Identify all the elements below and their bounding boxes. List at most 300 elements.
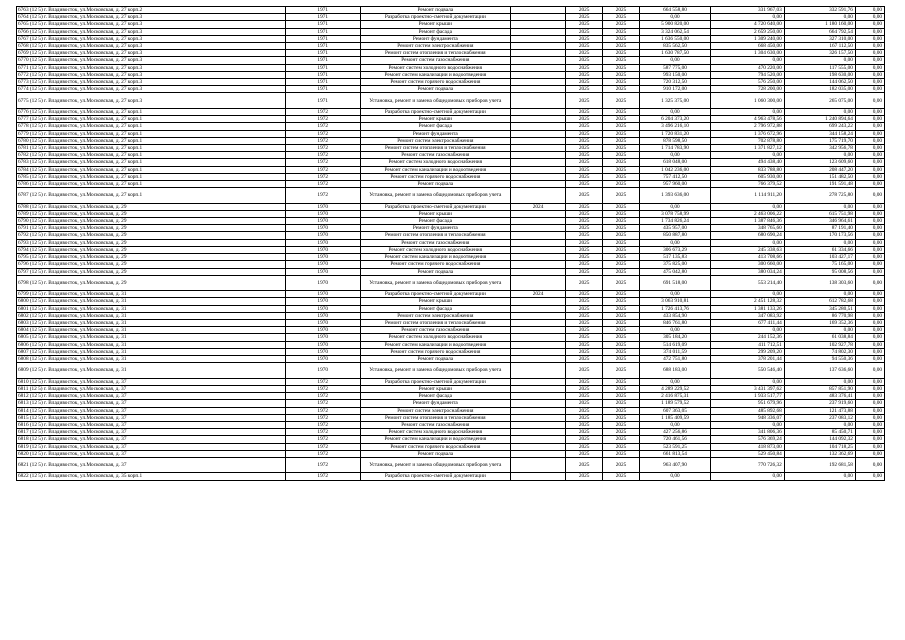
- object-address-cell: 6766 (12 5) г. Владивосток, ул.Московская, д. 27 корп.3: [17, 28, 286, 35]
- design-year-cell: 2024: [510, 291, 565, 298]
- owner-cost-cell: 95 008,56: [784, 268, 855, 275]
- other-cost-cell: 0,00: [855, 393, 884, 400]
- fund-cost-cell: 0,00: [711, 203, 785, 210]
- fund-cost-cell: 0,00: [711, 152, 785, 159]
- end-year-cell: 2025: [603, 50, 640, 57]
- fund-cost-cell: 1 933 517,77: [711, 393, 785, 400]
- end-year-cell: 2025: [603, 218, 640, 225]
- work-type-cell: Установка, ремонт и замена общедомовых приборов учета: [360, 457, 510, 473]
- fund-cost-cell: 244 152,36: [711, 334, 785, 341]
- build-year-cell: 1972: [285, 116, 360, 123]
- design-year-cell: [510, 378, 565, 385]
- start-year-cell: 2025: [566, 130, 603, 137]
- design-year-cell: [510, 108, 565, 115]
- object-address-cell: 6811 (12 5) г. Владивосток, ул.Московская, д. 37: [17, 385, 286, 392]
- object-address-cell: 6784 (12 5) г. Владивосток, ул.Московская, д. 27 корп.1: [17, 166, 286, 173]
- owner-cost-cell: 138 303,60: [784, 275, 855, 291]
- design-year-cell: [510, 57, 565, 64]
- fund-cost-cell: 680 690,24: [711, 232, 785, 239]
- design-year-cell: [510, 130, 565, 137]
- start-year-cell: 2025: [566, 246, 603, 253]
- object-address-cell: 6798 (12 5) г. Владивосток, ул.Московская, д. 29: [17, 275, 286, 291]
- other-cost-cell: 0,00: [855, 305, 884, 312]
- build-year-cell: 1972: [285, 450, 360, 457]
- end-year-cell: 2025: [603, 298, 640, 305]
- work-type-cell: Разработка проектно-сметной документации: [360, 291, 510, 298]
- owner-cost-cell: 169 352,36: [784, 320, 855, 327]
- object-address-cell: 6808 (12 5) г. Владивосток, ул.Московская, д. 31: [17, 356, 286, 363]
- table-row: [17, 436, 885, 443]
- owner-cost-cell: 0,00: [784, 473, 855, 480]
- owner-cost-cell: 75 165,00: [784, 261, 855, 268]
- other-cost-cell: 0,00: [855, 450, 884, 457]
- other-cost-cell: 0,00: [855, 86, 884, 93]
- build-year-cell: 1970: [285, 356, 360, 363]
- fund-cost-cell: 4 720 640,00: [711, 21, 785, 28]
- owner-cost-cell: 104 718,25: [784, 443, 855, 450]
- object-address-cell: 6812 (12 5) г. Владивосток, ул.Московская, д. 37: [17, 393, 286, 400]
- design-year-cell: [510, 7, 565, 14]
- start-year-cell: 2025: [566, 188, 603, 204]
- build-year-cell: 1971: [285, 35, 360, 42]
- work-type-cell: Ремонт фасада: [360, 28, 510, 35]
- design-year-cell: [510, 35, 565, 42]
- start-year-cell: 2025: [566, 320, 603, 327]
- work-type-cell: Ремонт фундамента: [360, 130, 510, 137]
- design-year-cell: [510, 473, 565, 480]
- table-row: [17, 166, 885, 173]
- design-year-cell: [510, 436, 565, 443]
- table-row: [17, 57, 885, 64]
- work-type-cell: Разработка проектно-сметной документации: [360, 473, 510, 480]
- object-address-cell: 6773 (12 5) г. Владивосток, ул.Московская, д. 27 корп.3: [17, 79, 286, 86]
- owner-cost-cell: 265 075,00: [784, 93, 855, 109]
- object-address-cell: 6797 (12 5) г. Владивосток, ул.Московская, д. 29: [17, 268, 286, 275]
- design-year-cell: [510, 86, 565, 93]
- table-row: [17, 64, 885, 71]
- total-cost-cell: 835 562,50: [639, 43, 710, 50]
- table-row: [17, 473, 885, 480]
- other-cost-cell: 0,00: [855, 312, 884, 319]
- total-cost-cell: 664 558,80: [639, 7, 710, 14]
- object-address-cell: 6777 (12 5) г. Владивосток, ул.Московская, д. 27 корп.1: [17, 116, 286, 123]
- owner-cost-cell: 87 191,40: [784, 225, 855, 232]
- total-cost-cell: 523 591,25: [639, 443, 710, 450]
- end-year-cell: 2025: [603, 443, 640, 450]
- start-year-cell: 2025: [566, 436, 603, 443]
- total-cost-cell: 1 393 636,00: [639, 188, 710, 204]
- owner-cost-cell: 175 719,70: [784, 137, 855, 144]
- work-type-cell: Установка, ремонт и замена общедомовых приборов учета: [360, 188, 510, 204]
- start-year-cell: 2025: [566, 254, 603, 261]
- total-cost-cell: 0,00: [639, 473, 710, 480]
- fund-cost-cell: 668 450,00: [711, 43, 785, 50]
- design-year-cell: [510, 429, 565, 436]
- total-cost-cell: 0,00: [639, 14, 710, 21]
- total-cost-cell: 607 363,05: [639, 407, 710, 414]
- end-year-cell: 2025: [603, 173, 640, 180]
- other-cost-cell: 0,00: [855, 400, 884, 407]
- fund-cost-cell: 1 309 240,00: [711, 35, 785, 42]
- other-cost-cell: 0,00: [855, 363, 884, 379]
- design-year-cell: [510, 268, 565, 275]
- table-row: [17, 327, 885, 334]
- end-year-cell: 2025: [603, 239, 640, 246]
- owner-cost-cell: 102 927,78: [784, 341, 855, 348]
- fund-cost-cell: 951 679,96: [711, 400, 785, 407]
- design-year-cell: [510, 348, 565, 355]
- object-address-cell: 6815 (12 5) г. Владивосток, ул.Московская, д. 37: [17, 414, 286, 421]
- fund-cost-cell: 0,00: [711, 473, 785, 480]
- start-year-cell: 2025: [566, 327, 603, 334]
- other-cost-cell: 0,00: [855, 173, 884, 180]
- owner-cost-cell: 0,00: [784, 108, 855, 115]
- design-year-cell: [510, 166, 565, 173]
- object-address-cell: 6788 (12 5) г. Владивосток, ул.Московская, д. 29: [17, 203, 286, 210]
- build-year-cell: 1972: [285, 123, 360, 130]
- start-year-cell: 2025: [566, 159, 603, 166]
- total-cost-cell: 5 900 820,00: [639, 21, 710, 28]
- design-year-cell: [510, 64, 565, 71]
- design-year-cell: [510, 188, 565, 204]
- object-address-cell: 6792 (12 5) г. Владивосток, ул.Московская, д. 29: [17, 232, 286, 239]
- other-cost-cell: 0,00: [855, 225, 884, 232]
- fund-cost-cell: 2 796 972,88: [711, 123, 785, 130]
- object-address-cell: 6778 (12 5) г. Владивосток, ул.Московская, д. 27 корп.1: [17, 123, 286, 130]
- end-year-cell: 2025: [603, 35, 640, 42]
- table-row: [17, 341, 885, 348]
- start-year-cell: 2025: [566, 239, 603, 246]
- total-cost-cell: 472 751,80: [639, 356, 710, 363]
- total-cost-cell: 475 042,80: [639, 268, 710, 275]
- design-year-cell: [510, 152, 565, 159]
- owner-cost-cell: 0,00: [784, 239, 855, 246]
- total-cost-cell: 0,00: [639, 378, 710, 385]
- other-cost-cell: 0,00: [855, 275, 884, 291]
- end-year-cell: 2025: [603, 130, 640, 137]
- table-row: [17, 356, 885, 363]
- object-address-cell: 6817 (12 5) г. Владивосток, ул.Московская, д. 37: [17, 429, 286, 436]
- owner-cost-cell: 664 792,54: [784, 28, 855, 35]
- design-year-cell: [510, 50, 565, 57]
- work-type-cell: Ремонт крыши: [360, 385, 510, 392]
- build-year-cell: 1971: [285, 50, 360, 57]
- end-year-cell: 2025: [603, 21, 640, 28]
- fund-cost-cell: 1 304 630,00: [711, 50, 785, 57]
- other-cost-cell: 0,00: [855, 218, 884, 225]
- end-year-cell: 2025: [603, 7, 640, 14]
- end-year-cell: 2025: [603, 225, 640, 232]
- start-year-cell: 2025: [566, 429, 603, 436]
- object-address-cell: 6796 (12 5) г. Владивосток, ул.Московская, д. 29: [17, 261, 286, 268]
- work-type-cell: Ремонт систем холодного водоснабжения: [360, 334, 510, 341]
- total-cost-cell: 720 461,56: [639, 436, 710, 443]
- build-year-cell: 1972: [285, 429, 360, 436]
- start-year-cell: 2025: [566, 203, 603, 210]
- total-cost-cell: 4 289 229,52: [639, 385, 710, 392]
- fund-cost-cell: 0,00: [711, 108, 785, 115]
- object-address-cell: 6794 (12 5) г. Владивосток, ул.Московская, д. 29: [17, 246, 286, 253]
- fund-cost-cell: 4 963 478,56: [711, 116, 785, 123]
- total-cost-cell: 1 726 413,76: [639, 305, 710, 312]
- build-year-cell: 1972: [285, 400, 360, 407]
- build-year-cell: 1972: [285, 407, 360, 414]
- table-row: [17, 210, 885, 217]
- other-cost-cell: 0,00: [855, 43, 884, 50]
- object-address-cell: 6782 (12 5) г. Владивосток, ул.Московская, д. 27 корп.1: [17, 152, 286, 159]
- start-year-cell: 2025: [566, 173, 603, 180]
- other-cost-cell: 0,00: [855, 378, 884, 385]
- design-year-cell: [510, 144, 565, 151]
- other-cost-cell: 0,00: [855, 79, 884, 86]
- end-year-cell: 2025: [603, 188, 640, 204]
- end-year-cell: 2025: [603, 378, 640, 385]
- total-cost-cell: 435 957,00: [639, 225, 710, 232]
- work-type-cell: Ремонт систем горячего водоснабжения: [360, 348, 510, 355]
- build-year-cell: 1970: [285, 210, 360, 217]
- end-year-cell: 2025: [603, 275, 640, 291]
- design-year-cell: [510, 298, 565, 305]
- design-year-cell: [510, 356, 565, 363]
- start-year-cell: 2025: [566, 86, 603, 93]
- fund-cost-cell: 0,00: [711, 57, 785, 64]
- end-year-cell: 2025: [603, 64, 640, 71]
- owner-cost-cell: 1 180 160,00: [784, 21, 855, 28]
- work-type-cell: Ремонт систем холодного водоснабжения: [360, 246, 510, 253]
- other-cost-cell: 0,00: [855, 254, 884, 261]
- object-address-cell: 6781 (12 5) г. Владивосток, ул.Московская, д. 27 корп.1: [17, 144, 286, 151]
- build-year-cell: 1971: [285, 93, 360, 109]
- work-type-cell: Ремонт фундамента: [360, 400, 510, 407]
- end-year-cell: 2025: [603, 436, 640, 443]
- end-year-cell: 2025: [603, 79, 640, 86]
- start-year-cell: 2025: [566, 291, 603, 298]
- total-cost-cell: 688 183,00: [639, 363, 710, 379]
- work-type-cell: Ремонт систем газоснабжения: [360, 421, 510, 428]
- owner-cost-cell: 326 157,50: [784, 50, 855, 57]
- build-year-cell: 1970: [285, 261, 360, 268]
- object-address-cell: 6765 (12 5) г. Владивосток, ул.Московская, д. 27 корп.3: [17, 21, 286, 28]
- object-address-cell: 6769 (12 5) г. Владивосток, ул.Московская, д. 27 корп.3: [17, 50, 286, 57]
- object-address-cell: 6805 (12 5) г. Владивосток, ул.Московская, д. 31: [17, 334, 286, 341]
- other-cost-cell: 0,00: [855, 421, 884, 428]
- start-year-cell: 2025: [566, 232, 603, 239]
- owner-cost-cell: 85 450,71: [784, 429, 855, 436]
- end-year-cell: 2025: [603, 414, 640, 421]
- work-type-cell: Ремонт крыши: [360, 210, 510, 217]
- object-address-cell: 6814 (12 5) г. Владивосток, ул.Московская, д. 37: [17, 407, 286, 414]
- design-year-cell: [510, 305, 565, 312]
- design-year-cell: [510, 312, 565, 319]
- owner-cost-cell: 0,00: [784, 152, 855, 159]
- start-year-cell: 2025: [566, 21, 603, 28]
- build-year-cell: 1972: [285, 393, 360, 400]
- object-address-cell: 6768 (12 5) г. Владивосток, ул.Московская, д. 27 корп.3: [17, 43, 286, 50]
- build-year-cell: 1970: [285, 305, 360, 312]
- start-year-cell: 2025: [566, 50, 603, 57]
- other-cost-cell: 0,00: [855, 108, 884, 115]
- design-year-cell: [510, 173, 565, 180]
- design-year-cell: [510, 385, 565, 392]
- fund-cost-cell: 300 660,00: [711, 261, 785, 268]
- work-type-cell: Ремонт систем электроснабжения: [360, 137, 510, 144]
- total-cost-cell: 963 407,90: [639, 457, 710, 473]
- other-cost-cell: 0,00: [855, 356, 884, 363]
- build-year-cell: 1971: [285, 43, 360, 50]
- work-type-cell: Ремонт систем газоснабжения: [360, 327, 510, 334]
- start-year-cell: 2025: [566, 378, 603, 385]
- end-year-cell: 2025: [603, 400, 640, 407]
- object-address-cell: 6800 (12 5) г. Владивосток, ул.Московская, д. 31: [17, 298, 286, 305]
- table-row: [17, 393, 885, 400]
- other-cost-cell: 0,00: [855, 246, 884, 253]
- work-type-cell: Ремонт фасада: [360, 393, 510, 400]
- fund-cost-cell: 348 765,60: [711, 225, 785, 232]
- owner-cost-cell: 0,00: [784, 203, 855, 210]
- start-year-cell: 2025: [566, 28, 603, 35]
- work-type-cell: Разработка проектно-сметной документации: [360, 203, 510, 210]
- fund-cost-cell: 529 450,84: [711, 450, 785, 457]
- work-type-cell: Ремонт подвала: [360, 7, 510, 14]
- fund-cost-cell: 550 546,40: [711, 363, 785, 379]
- total-cost-cell: 1 734 826,24: [639, 218, 710, 225]
- build-year-cell: 1972: [285, 188, 360, 204]
- build-year-cell: 1970: [285, 232, 360, 239]
- end-year-cell: 2025: [603, 429, 640, 436]
- design-year-cell: [510, 180, 565, 187]
- start-year-cell: 2025: [566, 225, 603, 232]
- total-cost-cell: 1 714 783,90: [639, 144, 710, 151]
- total-cost-cell: 878 598,50: [639, 137, 710, 144]
- object-address-cell: 6763 (12 5) г. Владивосток, ул.Московская, д. 27 корп.2: [17, 7, 286, 14]
- fund-cost-cell: 1 371 827,12: [711, 144, 785, 151]
- fund-cost-cell: 702 878,80: [711, 137, 785, 144]
- work-type-cell: Ремонт систем холодного водоснабжения: [360, 429, 510, 436]
- work-type-cell: Ремонт фасада: [360, 305, 510, 312]
- owner-cost-cell: 103 427,17: [784, 254, 855, 261]
- table-row: [17, 203, 885, 210]
- work-type-cell: Ремонт систем электроснабжения: [360, 43, 510, 50]
- work-type-cell: Ремонт систем газоснабжения: [360, 239, 510, 246]
- table-row: [17, 173, 885, 180]
- other-cost-cell: 0,00: [855, 21, 884, 28]
- design-year-cell: [510, 457, 565, 473]
- table-row: [17, 457, 885, 473]
- owner-cost-cell: 0,00: [784, 14, 855, 21]
- fund-cost-cell: 728 200,00: [711, 86, 785, 93]
- table-row: [17, 291, 885, 298]
- object-address-cell: 6783 (12 5) г. Владивосток, ул.Московская, д. 27 корп.1: [17, 159, 286, 166]
- build-year-cell: 1972: [285, 473, 360, 480]
- other-cost-cell: 0,00: [855, 348, 884, 355]
- end-year-cell: 2025: [603, 93, 640, 109]
- work-type-cell: Ремонт систем горячего водоснабжения: [360, 173, 510, 180]
- total-cost-cell: 720 312,50: [639, 79, 710, 86]
- design-year-cell: [510, 239, 565, 246]
- object-address-cell: 6787 (12 5) г. Владивосток, ул.Московская, д. 27 корп.1: [17, 188, 286, 204]
- table-row: [17, 363, 885, 379]
- design-year-cell: [510, 450, 565, 457]
- start-year-cell: 2025: [566, 363, 603, 379]
- other-cost-cell: 0,00: [855, 166, 884, 173]
- object-address-cell: 6790 (12 5) г. Владивосток, ул.Московская, д. 29: [17, 218, 286, 225]
- build-year-cell: 1972: [285, 457, 360, 473]
- work-type-cell: Ремонт крыши: [360, 298, 510, 305]
- total-cost-cell: 514 619,09: [639, 341, 710, 348]
- table-row: [17, 400, 885, 407]
- fund-cost-cell: 576 250,00: [711, 79, 785, 86]
- start-year-cell: 2025: [566, 443, 603, 450]
- other-cost-cell: 0,00: [855, 341, 884, 348]
- fund-cost-cell: 378 201,44: [711, 356, 785, 363]
- object-address-cell: 6813 (12 5) г. Владивосток, ул.Московская, д. 37: [17, 400, 286, 407]
- table-row: [17, 225, 885, 232]
- other-cost-cell: 0,00: [855, 159, 884, 166]
- build-year-cell: 1971: [285, 21, 360, 28]
- start-year-cell: 2025: [566, 210, 603, 217]
- build-year-cell: 1972: [285, 130, 360, 137]
- table-row: [17, 232, 885, 239]
- start-year-cell: 2025: [566, 43, 603, 50]
- start-year-cell: 2025: [566, 334, 603, 341]
- other-cost-cell: 0,00: [855, 429, 884, 436]
- object-address-cell: 6807 (12 5) г. Владивосток, ул.Московская, д. 31: [17, 348, 286, 355]
- table-row: [17, 152, 885, 159]
- table-row: [17, 21, 885, 28]
- fund-cost-cell: 494 438,40: [711, 159, 785, 166]
- design-year-cell: [510, 275, 565, 291]
- work-type-cell: Ремонт систем газоснабжения: [360, 57, 510, 64]
- total-cost-cell: 1 630 787,50: [639, 50, 710, 57]
- fund-cost-cell: 2 463 006,22: [711, 210, 785, 217]
- start-year-cell: 2025: [566, 400, 603, 407]
- total-cost-cell: 3 078 758,99: [639, 210, 710, 217]
- other-cost-cell: 0,00: [855, 239, 884, 246]
- work-type-cell: Ремонт систем холодного водоснабжения: [360, 159, 510, 166]
- total-cost-cell: 1 325 375,00: [639, 93, 710, 109]
- total-cost-cell: 910 172,00: [639, 86, 710, 93]
- total-cost-cell: 2 416 875,31: [639, 393, 710, 400]
- build-year-cell: 1971: [285, 7, 360, 14]
- build-year-cell: 1970: [285, 291, 360, 298]
- start-year-cell: 2025: [566, 108, 603, 115]
- table-row: [17, 312, 885, 319]
- other-cost-cell: 0,00: [855, 180, 884, 187]
- build-year-cell: 1970: [285, 298, 360, 305]
- total-cost-cell: 661 813,54: [639, 450, 710, 457]
- owner-cost-cell: 144 092,32: [784, 436, 855, 443]
- other-cost-cell: 0,00: [855, 137, 884, 144]
- owner-cost-cell: 344 158,24: [784, 130, 855, 137]
- table-row: [17, 35, 885, 42]
- design-year-cell: [510, 414, 565, 421]
- other-cost-cell: 0,00: [855, 28, 884, 35]
- work-type-cell: Ремонт систем канализации и водоотведения: [360, 71, 510, 78]
- table-row: [17, 320, 885, 327]
- total-cost-cell: 375 825,00: [639, 261, 710, 268]
- start-year-cell: 2025: [566, 450, 603, 457]
- end-year-cell: 2025: [603, 137, 640, 144]
- owner-cost-cell: 0,00: [784, 378, 855, 385]
- other-cost-cell: 0,00: [855, 268, 884, 275]
- table-row: [17, 86, 885, 93]
- work-type-cell: Разработка проектно-сметной документации: [360, 378, 510, 385]
- total-cost-cell: 0,00: [639, 421, 710, 428]
- build-year-cell: 1972: [285, 166, 360, 173]
- build-year-cell: 1972: [285, 436, 360, 443]
- build-year-cell: 1971: [285, 64, 360, 71]
- total-cost-cell: 850 887,80: [639, 232, 710, 239]
